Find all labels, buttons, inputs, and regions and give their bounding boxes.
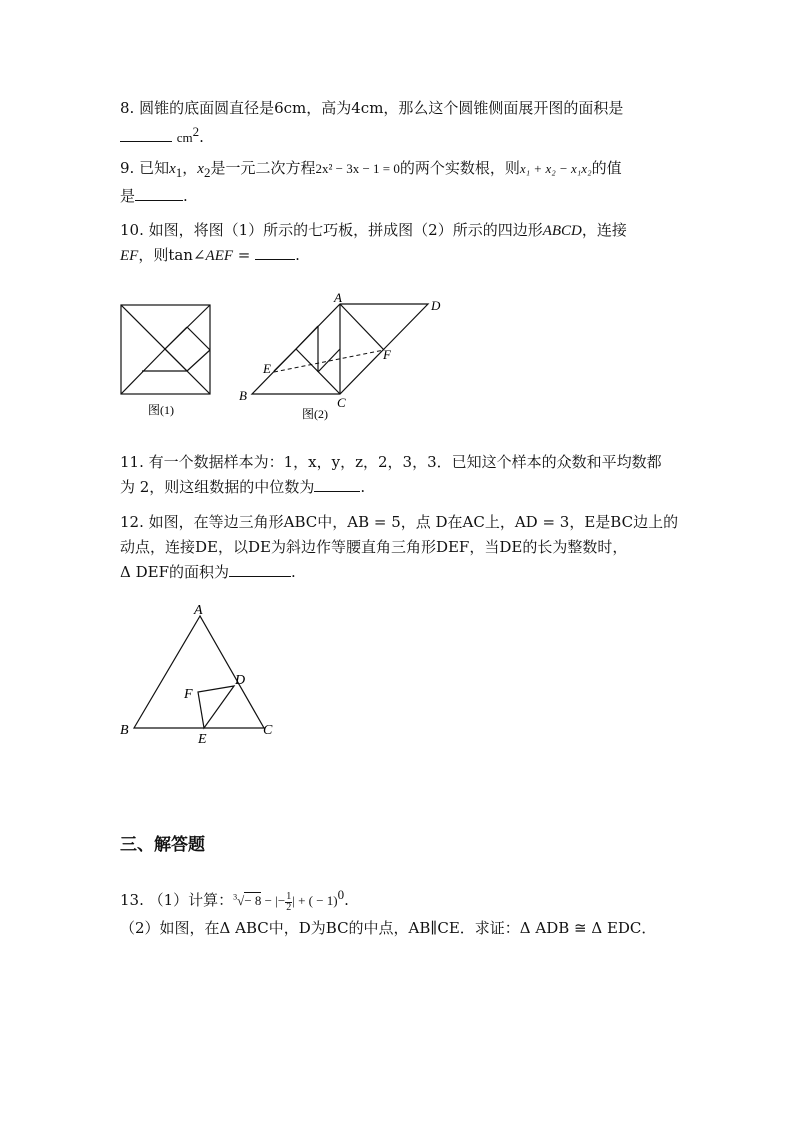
triangle-label-a: A bbox=[194, 603, 203, 618]
tangram-right-edge bbox=[187, 350, 210, 371]
fig2-label-b: B bbox=[239, 388, 247, 403]
fig1-caption: 图(1) bbox=[148, 403, 174, 417]
triangle-label-c: C bbox=[263, 723, 273, 738]
q11-answer-blank[interactable] bbox=[314, 477, 360, 492]
fig2-label-f: F bbox=[383, 347, 391, 362]
segment-af bbox=[340, 304, 384, 350]
q9-line2: 是 . bbox=[120, 187, 188, 205]
tangram-inner-edge-1 bbox=[296, 326, 318, 349]
fig2-caption: 图(2) bbox=[302, 407, 328, 421]
triangle-abc bbox=[134, 616, 264, 728]
triangle-label-f: F bbox=[184, 687, 193, 702]
triangle-label-d: D bbox=[235, 673, 246, 688]
q12-line1: 12. 如图，在等边三角形ABC中，AB = 5，点 D在AC上，AD = 3，E是BC边上的 bbox=[120, 513, 679, 531]
segment-ef-dashed bbox=[274, 350, 384, 372]
q8-line2: $cm^2$. bbox=[120, 122, 204, 148]
q9-answer-blank[interactable] bbox=[135, 186, 183, 201]
q10-answer-blank[interactable] bbox=[255, 245, 295, 260]
fig2-label-c: C bbox=[337, 395, 346, 410]
tangram-figure-1 bbox=[120, 304, 212, 416]
tangram-square-edge bbox=[187, 327, 210, 350]
q8-line1: 8. 圆锥的底面圆直径是6cm，高为4cm，那么这个圆锥侧面展开图的面积是 bbox=[120, 99, 624, 117]
cube-root-expression: $^3$√− 8 bbox=[233, 892, 262, 908]
q12-answer-blank[interactable] bbox=[229, 562, 291, 577]
triangle-def bbox=[198, 686, 234, 728]
q10-line1: 10. 如图，将图（1）所示的七巧板，拼成图（2）所示的四边形ABCD，连接 bbox=[120, 221, 627, 239]
q13-part2: （2）如图，在Δ ABC中，D为BC的中点，AB∥CE．求证：Δ ADB ≅ Δ EDC． bbox=[120, 919, 657, 937]
q13-part1: 13. （1）计算：$^3$√− 8 − |− $\frac{1}{2}$ | + ( − 1)$^0$. bbox=[120, 887, 349, 913]
q12-line2: 动点，连接DE，以DE为斜边作等腰直角三角形DEF，当DE的长为整数时， bbox=[120, 538, 628, 556]
tangram-middle-edge bbox=[165, 349, 187, 371]
tangram-figure-2 bbox=[236, 292, 446, 422]
fig2-label-d: D bbox=[431, 298, 441, 313]
q9-line1: 9. 已知$x_1$，$x_2$是一元二次方程2x² − 3x − 1 = 0的两个实数根，则x₁ + x₂ − x₁x₂的值 bbox=[120, 159, 622, 180]
q11-line2: 为 2，则这组数据的中位数为 . bbox=[120, 478, 366, 496]
equilateral-triangle-figure bbox=[118, 600, 278, 750]
q8-answer-blank[interactable] bbox=[120, 127, 172, 142]
tangram-inner-edge-3 bbox=[274, 349, 296, 371]
q12-line3: Δ DEF的面积为 . bbox=[120, 563, 296, 581]
triangle-label-e: E bbox=[198, 732, 207, 747]
absolute-value: |− $\frac{1}{2}$ | bbox=[275, 890, 295, 913]
fig2-label-e: E bbox=[263, 361, 271, 376]
fraction-one-half: $\frac{1}{2}$ bbox=[286, 890, 292, 913]
fig2-label-a: A bbox=[334, 290, 342, 305]
tangram-square-top bbox=[165, 327, 187, 349]
q10-line2: EF，则tan∠AEF = . bbox=[120, 246, 300, 264]
triangle-label-b: B bbox=[120, 723, 129, 738]
q11-line1: 11. 有一个数据样本为：1，x，y，z，2，3，3．已知这个样本的众数和平均数都 bbox=[120, 453, 662, 471]
section-heading: 三、解答题 bbox=[120, 835, 205, 855]
